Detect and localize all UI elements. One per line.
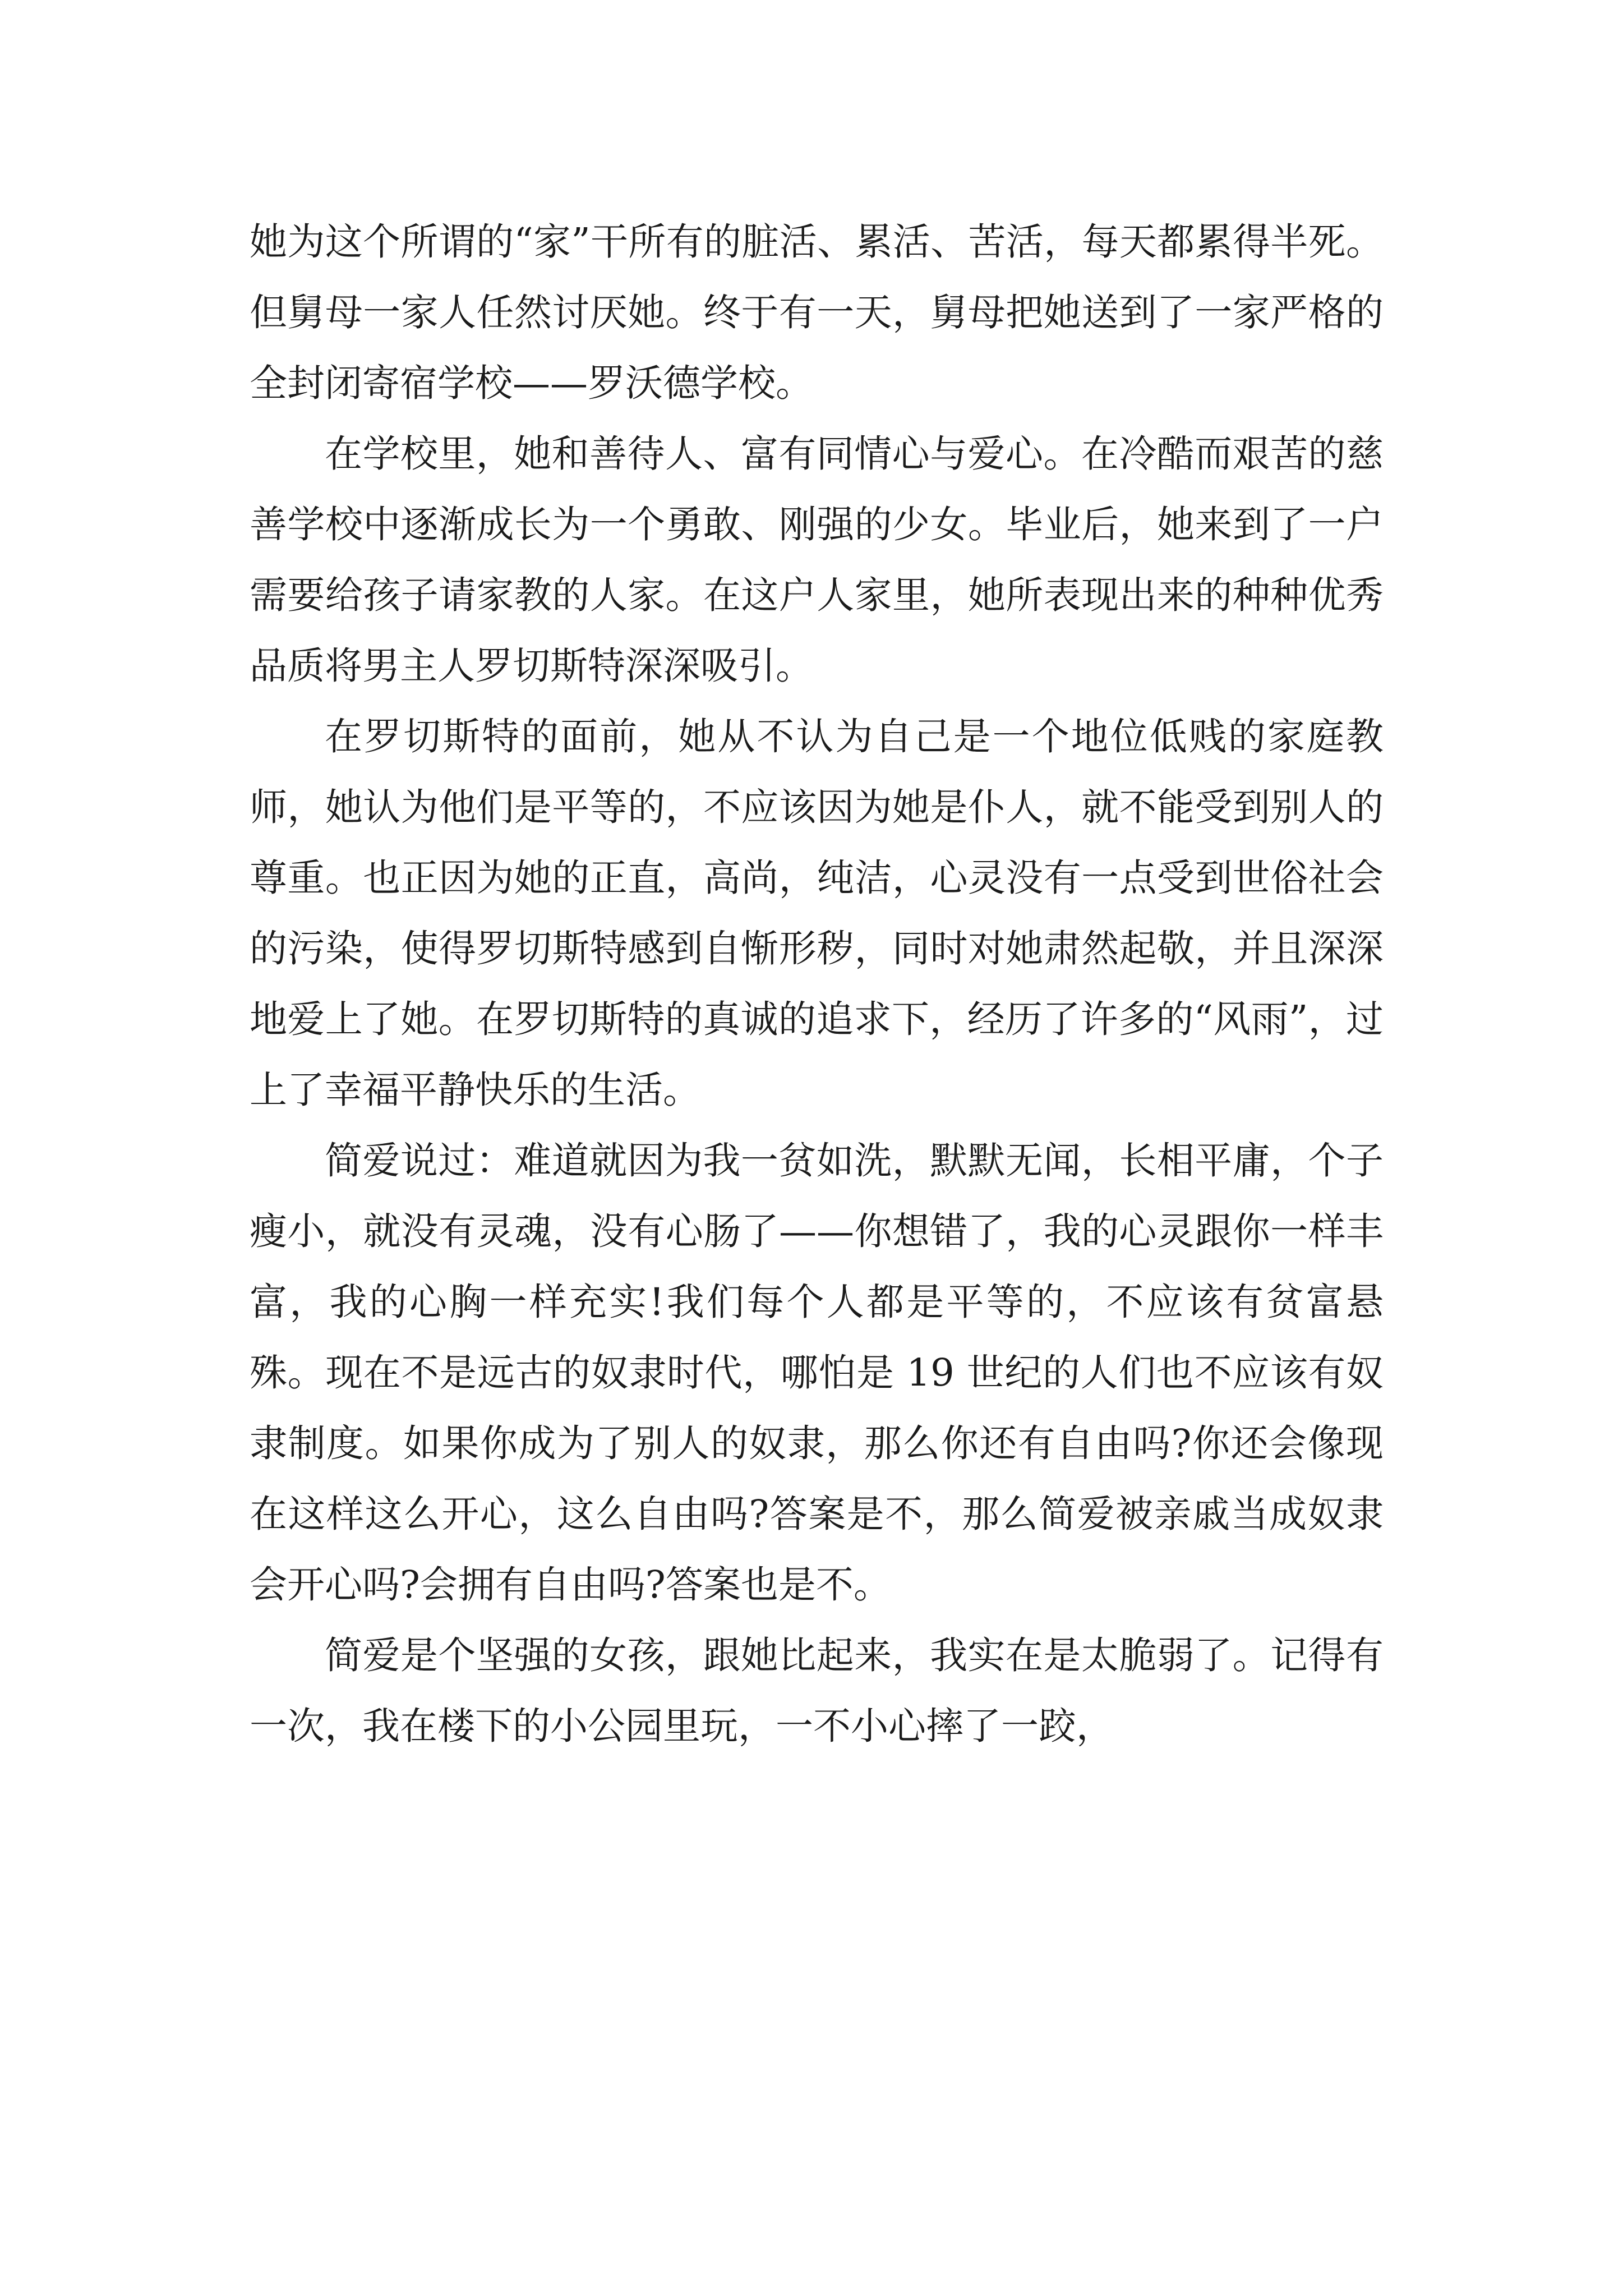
paragraph-reflection: 简爱是个坚强的女孩，跟她比起来，我实在是太脆弱了。记得有一次，我在楼下的小公园里玩，一不小心摔了一跤， [250,1634,1384,1748]
paragraph-school: 在学校里，她和善待人、富有同情心与爱心。在冷酷而艰苦的慈善学校中逐渐成长为一个勇敢、刚强的少女。毕业后，她来到了一户需要给孩子请家教的人家。在这户人家里，她所表现出来的种种优秀品质将男主人罗切斯特深深吸引。 [250,432,1384,688]
paragraph-rochester: 在罗切斯特的面前，她从不认为自己是一个地位低贱的家庭教师，她认为他们是平等的，不应该因为她是仆人，就不能受到别人的尊重。也正因为她的正直，高尚，纯洁，心灵没有一点受到世俗社会的污染，使得罗切斯特感到自惭形秽，同时对她肃然起敬，并且深深地爱上了她。在罗切斯特的真诚的追求下，经历了许多的“风雨”，过上了幸福平静快乐的生活。 [250,715,1384,1112]
body-text [250,206,1384,1761]
paragraph-jane-quote: 简爱说过：难道就因为我一贫如洗，默默无闻，长相平庸，个子瘦小，就没有灵魂，没有心肠了——你想错了，我的心灵跟你一样丰富，我的心胸一样充实!我们每个人都是平等的，不应该有贫富悬殊。现在不是远古的奴隶时代，哪怕是 19 世纪的人们也不应该有奴隶制度。如果你成为了别人的奴隶，那么你还有自由吗?你还会像现在这样这么开心，这么自由吗?答案是不，那么简爱被亲戚当成奴隶会开心吗?会拥有自由吗?答案也是不。 [250,1139,1384,1607]
paragraph-continued: 她为这个所谓的“家”干所有的脏活、累活、苦活，每天都累得半死。但舅母一家人任然讨厌她。终于有一天，舅母把她送到了一家严格的全封闭寄宿学校——罗沃德学校。 [250,220,1384,405]
